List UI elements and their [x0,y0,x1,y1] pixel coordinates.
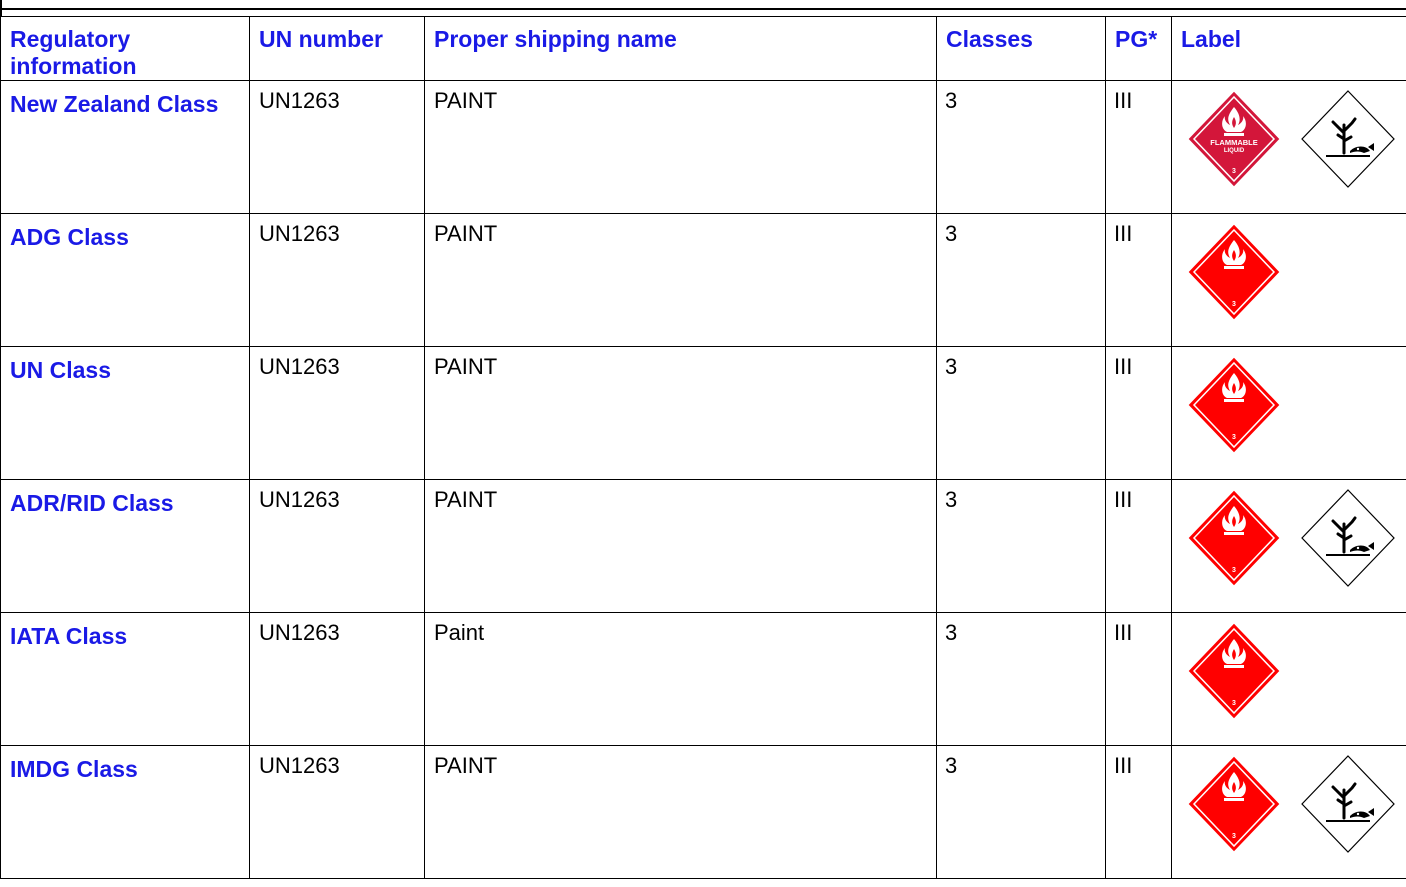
un-number-cell: UN1263 [250,613,425,746]
shipping-name-cell: PAINT [425,480,937,613]
header-packing-group: PG* [1106,17,1172,81]
shipping-name-cell: PAINT [425,81,937,214]
flammable-liquid-diamond-icon [1186,89,1282,189]
header-proper-shipping-name: Proper shipping name [425,17,937,81]
class-number-text: 3 [1232,700,1236,707]
hazard-labels [1186,488,1406,588]
class-cell: 3 [937,214,1106,347]
class-number-text: 3 [1232,301,1236,308]
label-cell [1172,81,1406,214]
shipping-name-cell: Paint [425,613,937,746]
table-row [1,347,1406,480]
flammable-liquid-diamond-icon [1186,621,1282,721]
shipping-name-cell: PAINT [425,214,937,347]
label-cell [1172,613,1406,746]
environmental-hazard-diamond-icon [1300,754,1396,854]
un-number-cell: UN1263 [250,480,425,613]
class-number-text: 3 [1232,168,1236,175]
packing-group-cell: III [1106,746,1172,879]
class-cell: 3 [937,480,1106,613]
packing-group-cell: III [1106,81,1172,214]
flammable-liquid-diamond-icon [1186,488,1282,588]
header-classes: Classes [937,17,1106,81]
label-cell [1172,480,1406,613]
packing-group-cell: III [1106,347,1172,480]
header-label: Label [1172,17,1406,81]
authority-cell: UN Class [1,347,250,480]
transport-regulations-table [0,16,1406,879]
table-row [1,214,1406,347]
class-cell: 3 [937,613,1106,746]
flammable-text: FLAMMABLE [1210,138,1258,147]
un-number-cell: UN1263 [250,347,425,480]
table-row [1,480,1406,613]
authority-cell: IMDG Class [1,746,250,879]
un-number-cell: UN1263 [250,81,425,214]
hazard-labels [1186,754,1406,854]
hazard-labels [1186,355,1406,455]
packing-group-cell: III [1106,613,1172,746]
label-cell [1172,347,1406,480]
hazard-labels [1186,222,1406,322]
class-cell: 3 [937,347,1106,480]
class-number-text: 3 [1232,833,1236,840]
flammable-liquid-diamond-icon [1186,222,1282,322]
shipping-name-cell: PAINT [425,347,937,480]
authority-cell: IATA Class [1,613,250,746]
authority-cell: New Zealand Class [1,81,250,214]
hazard-labels [1186,89,1406,189]
table-row [1,81,1406,214]
authority-cell: ADG Class [1,214,250,347]
class-number-text: 3 [1232,434,1236,441]
table-row [1,746,1406,879]
environmental-hazard-diamond-icon [1300,89,1396,189]
class-cell: 3 [937,746,1106,879]
class-number-text: 3 [1232,567,1236,574]
environmental-hazard-diamond-icon [1300,488,1396,588]
header-un-number: UN number [250,17,425,81]
liquid-text: LIQUID [1223,148,1245,154]
table-header-row [1,17,1406,81]
header-regulatory-information: Regulatory information [1,17,250,81]
shipping-name-cell: PAINT [425,746,937,879]
packing-group-cell: III [1106,214,1172,347]
packing-group-cell: III [1106,480,1172,613]
label-cell [1172,746,1406,879]
un-number-cell: UN1263 [250,214,425,347]
table-row [1,613,1406,746]
label-cell [1172,214,1406,347]
section-divider [0,8,1406,10]
un-number-cell: UN1263 [250,746,425,879]
authority-cell: ADR/RID Class [1,480,250,613]
flammable-liquid-diamond-icon [1186,355,1282,455]
flammable-liquid-diamond-icon [1186,754,1282,854]
hazard-labels [1186,621,1406,721]
class-cell: 3 [937,81,1106,214]
